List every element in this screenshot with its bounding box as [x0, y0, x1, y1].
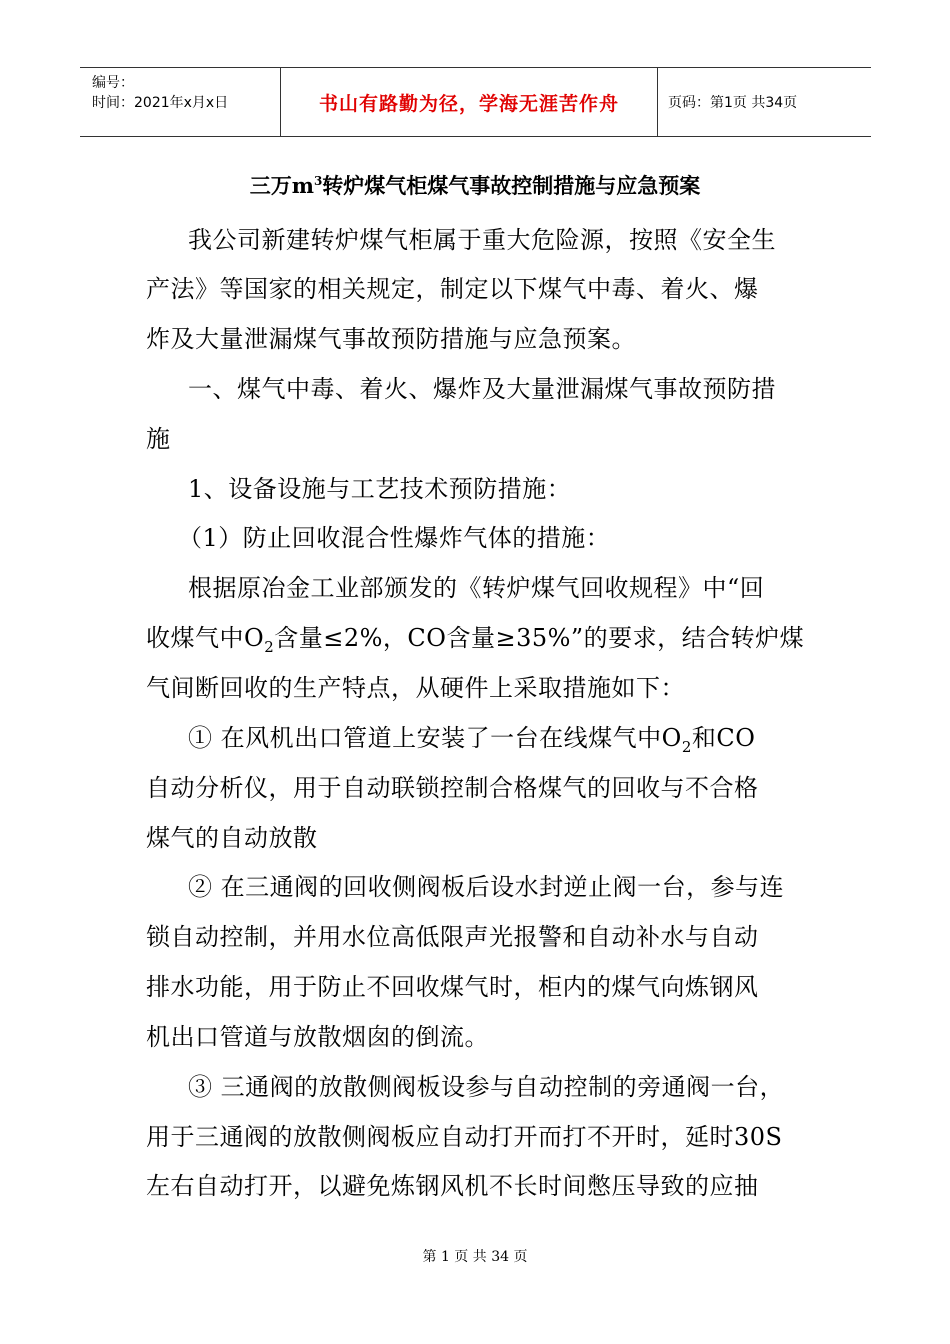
list-item-line: ② 在三通阀的回收侧阀板后设水封逆止阀一台，参与连: [188, 873, 785, 901]
list-item-line: 机出口管道与放散烟囱的倒流。: [146, 1023, 489, 1051]
paragraph-line: 收煤气中$O_2$含量≤2%，CO含量≥35%”的要求，结合转炉煤: [146, 624, 805, 656]
motto-text: 书山有路勤为径，学海无涯苦作舟: [318, 92, 619, 115]
subsection-heading: 1、设备设施与工艺技术预防措施：: [188, 475, 572, 503]
time-label: 时间：2021年x月x日: [92, 95, 229, 111]
list-item-line: 用于三通阀的放散侧阀板应自动打开而打不开时，延时30S: [146, 1123, 783, 1151]
list-item-line: 煤气的自动放散: [146, 824, 318, 852]
section-heading-line: 一、煤气中毒、着火、爆炸及大量泄漏煤气事故预防措: [188, 375, 776, 403]
subsection-heading: （1）防止回收混合性爆炸气体的措施：: [178, 524, 611, 552]
number-label: 编号：: [92, 75, 134, 91]
list-item-line: 锁自动控制，并用水位高低限声光报警和自动补水与自动: [146, 923, 759, 951]
document-title: 三万$m^3$转炉煤气柜煤气事故控制措施与应急预案: [249, 173, 701, 198]
paragraph-line: 炸及大量泄漏煤气事故预防措施与应急预案。: [146, 325, 636, 353]
header-motto-cell: [281, 68, 658, 136]
header-page-cell: [658, 68, 871, 136]
section-heading-line: 施: [146, 425, 171, 453]
list-item-line: 左右自动打开，以避免炼钢风机不长时间憋压导致的应抽: [146, 1172, 759, 1200]
page-footer: 第 1 页 共 34 页: [422, 1249, 528, 1265]
paragraph-line: 根据原冶金工业部颁发的《转炉煤气回收规程》中“回: [188, 574, 765, 602]
list-item-line: 自动分析仪，用于自动联锁控制合格煤气的回收与不合格: [146, 774, 759, 802]
list-item-line: 排水功能，用于防止不回收煤气时，柜内的煤气向炼钢风: [146, 973, 759, 1001]
list-item-line: ① 在风机出口管道上安装了一台在线煤气中$O_2$和CO: [188, 724, 756, 756]
paragraph-line: 气间断回收的生产特点，从硬件上采取措施如下：: [146, 674, 685, 702]
page-info: 页码：第1页 共34页: [668, 95, 798, 111]
list-item-line: ③ 三通阀的放散侧阀板设参与自动控制的旁通阀一台，: [188, 1073, 785, 1101]
header-table: [80, 67, 871, 137]
paragraph-line: 产法》等国家的相关规定，制定以下煤气中毒、着火、爆: [146, 275, 759, 303]
header-meta-cell: [80, 68, 281, 136]
paragraph-line: 我公司新建转炉煤气柜属于重大危险源，按照《安全生: [188, 226, 776, 254]
